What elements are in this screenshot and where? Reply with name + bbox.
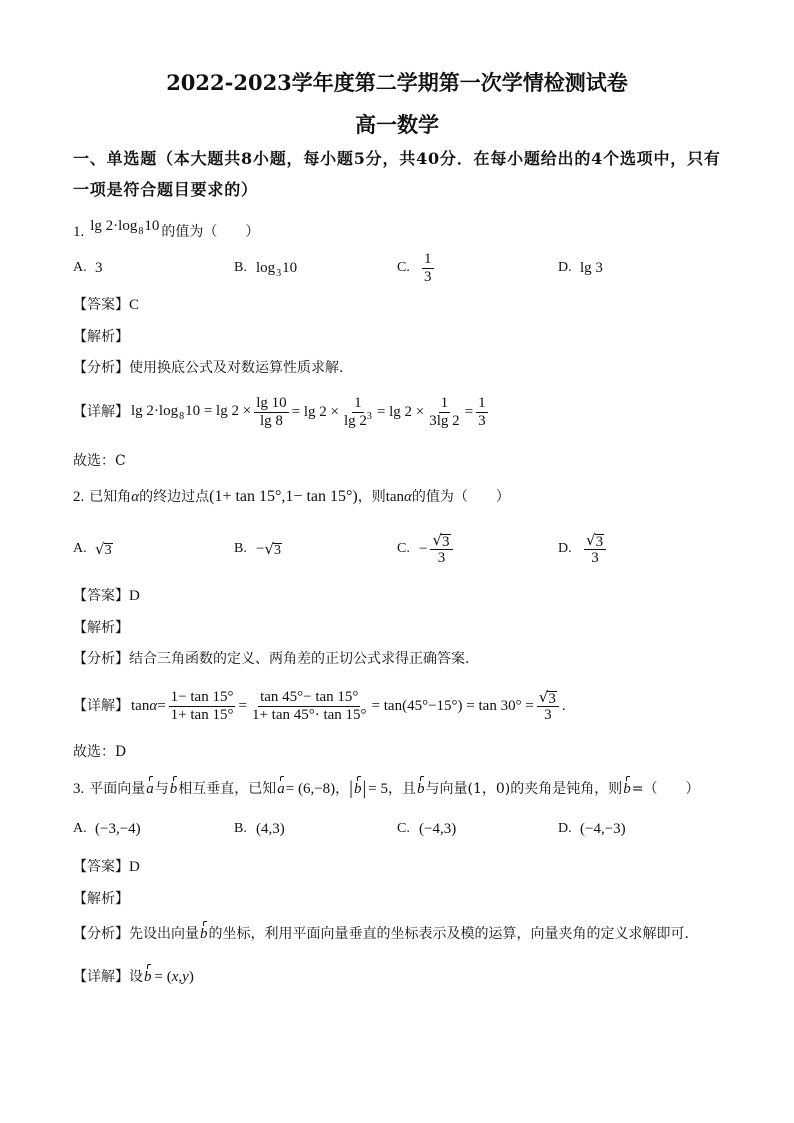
vector-letter: a bbox=[277, 781, 285, 797]
sqrt-symbol: √ bbox=[432, 530, 443, 549]
option-label: A. bbox=[73, 541, 87, 556]
expr-text: = lg 2 × bbox=[376, 403, 425, 420]
option-label: C. bbox=[397, 260, 410, 275]
fraction-denominator: 3lg 2 bbox=[429, 412, 460, 429]
option-c bbox=[397, 248, 437, 288]
option-label: A. bbox=[73, 260, 87, 275]
expr-text: = 5 bbox=[368, 781, 389, 797]
expr-text: = ( bbox=[154, 969, 172, 985]
vector-letter: b bbox=[417, 781, 425, 797]
expr-text: 10 = lg 2 × bbox=[185, 403, 252, 419]
expr-text: = (6,−8) bbox=[285, 781, 336, 797]
question-1-conclusion: 故选：C bbox=[73, 453, 126, 469]
sqrt-radicand: 3 bbox=[548, 690, 556, 707]
question-2-stem bbox=[73, 487, 510, 507]
option-value: (−4,3) bbox=[419, 820, 457, 837]
fenxi-text: 先设出向量 bbox=[129, 926, 199, 942]
question-3-stem bbox=[73, 779, 700, 799]
abs-bar: | bbox=[349, 778, 353, 799]
question-number: 1. bbox=[73, 224, 85, 240]
question-text: 与 bbox=[154, 781, 169, 797]
abs-bar: | bbox=[362, 778, 367, 799]
question-text: ， bbox=[335, 781, 350, 797]
vector-arrow-icon bbox=[420, 776, 424, 781]
vector-arrow-icon bbox=[626, 776, 630, 781]
question-text: =（ ） bbox=[631, 781, 700, 797]
expr-text: . bbox=[561, 697, 566, 714]
option-value: lg 3 bbox=[580, 259, 603, 276]
sqrt-symbol: √ bbox=[538, 687, 549, 706]
sqrt-symbol: √ bbox=[264, 539, 275, 558]
fraction-numerator: 1 bbox=[440, 394, 449, 411]
fraction-denominator: 3 bbox=[544, 706, 552, 723]
question-1-answer bbox=[73, 295, 139, 315]
option-value: (−3,−4) bbox=[95, 820, 141, 837]
question-1-fenxi bbox=[73, 358, 343, 378]
sqrt-expression bbox=[264, 541, 282, 558]
question-3-options bbox=[0, 809, 794, 849]
sqrt-expression bbox=[539, 689, 557, 706]
fraction-numerator bbox=[430, 532, 452, 550]
vector-b bbox=[144, 967, 152, 987]
question-text: 已知角 bbox=[89, 489, 132, 505]
vector-letter: b bbox=[144, 969, 152, 985]
exam-title: 2022-2023学年度第二学期第一次学情检测试卷 bbox=[166, 70, 628, 95]
section-heading-line-1: 一、单选题（本大题共8小题，每小题5分，共40分．在每小题给出的4个选项中，只有 bbox=[73, 149, 721, 168]
question-text: 的值为（ ） bbox=[411, 489, 510, 505]
vector-letter: b bbox=[623, 781, 631, 797]
minus-sign: − bbox=[256, 540, 265, 557]
vector-arrow-icon bbox=[203, 921, 207, 926]
var-y: y bbox=[182, 969, 189, 985]
vector-letter: a bbox=[146, 781, 154, 797]
sqrt-radicand: 3 bbox=[595, 533, 604, 550]
vector-arrow-icon bbox=[280, 776, 284, 781]
vector-arrow-icon bbox=[357, 776, 361, 781]
vector-b bbox=[200, 924, 208, 944]
option-label: B. bbox=[234, 260, 247, 275]
vector-b bbox=[623, 779, 631, 799]
option-label: C. bbox=[397, 821, 410, 836]
fraction-numerator: tan 45°− tan 15° bbox=[260, 688, 359, 705]
detail-label: 【详解】 bbox=[73, 403, 129, 420]
sqrt-expression bbox=[95, 541, 113, 558]
question-text: ，则 bbox=[357, 489, 386, 505]
expr-text: = bbox=[157, 697, 166, 714]
question-1-expression bbox=[90, 216, 159, 238]
question-3-detail bbox=[73, 967, 194, 987]
sqrt-radicand: 3 bbox=[274, 542, 282, 558]
option-c bbox=[397, 809, 456, 849]
expr-text: lg 2·log bbox=[90, 218, 138, 234]
option-value: 3 bbox=[95, 259, 103, 276]
vector-b bbox=[170, 779, 178, 799]
fenxi-label: 【分析】 bbox=[73, 651, 129, 667]
question-1-options bbox=[0, 248, 794, 288]
vector-a bbox=[146, 779, 154, 799]
detail-text: 设 bbox=[129, 969, 143, 985]
question-number: 2. bbox=[73, 489, 85, 505]
option-label: A. bbox=[73, 821, 87, 836]
option-value: (4,3) bbox=[256, 820, 285, 837]
vector-letter: b bbox=[353, 781, 362, 797]
question-2-conclusion: 故选：D bbox=[73, 744, 127, 760]
question-2-answer bbox=[73, 586, 140, 606]
option-value: (−4,−3) bbox=[580, 820, 626, 837]
option-d bbox=[558, 529, 609, 569]
fraction-denominator: 3 bbox=[437, 549, 446, 566]
option-fraction bbox=[430, 532, 452, 567]
expr-text: 10 bbox=[144, 218, 160, 234]
option-label: C. bbox=[397, 541, 410, 556]
fraction-denominator: lg 8 bbox=[259, 412, 283, 429]
fraction-numerator: 1 bbox=[424, 250, 432, 267]
answer-value: C bbox=[129, 297, 140, 313]
answer-value: D bbox=[129, 859, 140, 875]
fraction bbox=[476, 395, 488, 430]
vector-arrow-icon bbox=[149, 776, 153, 781]
option-label: B. bbox=[234, 541, 247, 556]
question-number: 3. bbox=[73, 781, 85, 797]
fraction bbox=[342, 395, 374, 430]
fraction-numerator: lg 10 bbox=[256, 394, 287, 411]
question-1-stem bbox=[73, 218, 260, 242]
option-fraction bbox=[422, 251, 434, 286]
alpha-symbol: α bbox=[149, 697, 158, 714]
expr-text: = lg 2 × bbox=[291, 403, 339, 420]
question-text: 平面向量 bbox=[89, 781, 146, 797]
sqrt-symbol: √ bbox=[95, 539, 105, 558]
question-3-analysis-heading bbox=[73, 889, 129, 909]
fraction-denominator: 3 bbox=[424, 268, 432, 285]
question-text: 的终边过点 bbox=[139, 489, 210, 505]
fraction-numerator bbox=[537, 689, 559, 707]
expr-text: log bbox=[256, 259, 276, 276]
expr-text: = tan(45°−15°) = tan 30° = bbox=[371, 697, 534, 714]
answer-label: 【答案】 bbox=[73, 859, 129, 875]
vector-b bbox=[417, 779, 425, 799]
answer-value: D bbox=[129, 588, 140, 604]
question-text: 与向量(1，0)的夹角是钝角，则 bbox=[425, 781, 623, 797]
question-3-fenxi bbox=[73, 924, 699, 944]
option-label: B. bbox=[234, 821, 247, 836]
fraction-denominator: 1+ tan 45°· tan 15° bbox=[251, 706, 367, 723]
sqrt-symbol: √ bbox=[586, 530, 596, 549]
expr-subscript: 8 bbox=[138, 226, 144, 237]
fraction-numerator: 1− tan 15° bbox=[170, 688, 234, 705]
expr-text: lg 2 bbox=[343, 412, 367, 429]
fenxi-label: 【分析】 bbox=[73, 360, 129, 376]
fenxi-text: 使用换底公式及对数运算性质求解. bbox=[129, 360, 344, 376]
vector-letter: b bbox=[200, 926, 208, 942]
option-label: D. bbox=[558, 260, 572, 275]
expr-text bbox=[131, 403, 251, 421]
option-b bbox=[234, 529, 282, 569]
fraction-denominator: 3 bbox=[478, 412, 486, 429]
vector-letter: b bbox=[169, 781, 178, 797]
fraction bbox=[537, 689, 559, 724]
option-value bbox=[256, 260, 297, 277]
question-1-detail bbox=[73, 392, 491, 432]
fenxi-text: 的坐标，利用平面向量垂直的坐标表示及模的运算，向量夹角的定义求解即可． bbox=[208, 926, 699, 942]
minus-sign: − bbox=[419, 540, 428, 557]
fraction-denominator: 3 bbox=[591, 549, 599, 566]
analysis-label: 【解析】 bbox=[73, 329, 129, 345]
vector-b bbox=[354, 779, 362, 799]
fraction-denominator: 1+ tan 15° bbox=[170, 706, 234, 723]
sqrt-expression bbox=[586, 532, 604, 549]
option-a bbox=[73, 529, 113, 569]
option-b bbox=[234, 809, 285, 849]
option-d bbox=[558, 809, 626, 849]
option-fraction bbox=[584, 532, 606, 567]
var-x: x bbox=[171, 969, 179, 985]
fraction bbox=[250, 689, 369, 724]
expr-text: ) bbox=[188, 969, 194, 985]
fenxi-text: 结合三角函数的定义、两角差的正切公式求得正确答案. bbox=[129, 651, 470, 667]
question-text: 相互垂直，已知 bbox=[178, 781, 277, 797]
option-label: D. bbox=[558, 821, 572, 836]
vector-arrow-icon bbox=[147, 964, 151, 969]
fenxi-label: 【分析】 bbox=[73, 926, 129, 942]
expr-subscript: 8 bbox=[179, 411, 185, 422]
fraction-numerator: 1 bbox=[354, 394, 362, 411]
detail-label: 【详解】 bbox=[73, 969, 129, 985]
vector-arrow-icon bbox=[173, 776, 177, 781]
section-heading-line-2: 一项是符合题目要求的） bbox=[73, 180, 258, 199]
sqrt-expression bbox=[432, 532, 450, 549]
sqrt-radicand: 3 bbox=[104, 542, 112, 558]
question-1-analysis-heading bbox=[73, 327, 129, 347]
alpha-symbol: α bbox=[131, 489, 140, 505]
answer-label: 【答案】 bbox=[73, 588, 129, 604]
fraction-numerator: 1 bbox=[478, 394, 486, 411]
expr-subscript: 3 bbox=[276, 267, 282, 279]
option-a bbox=[73, 248, 103, 288]
expr-superscript: 3 bbox=[366, 410, 372, 422]
expr-text: tan bbox=[385, 489, 405, 505]
expr-text: 10 bbox=[282, 259, 298, 276]
option-a bbox=[73, 809, 141, 849]
fraction bbox=[427, 395, 461, 430]
question-2-options bbox=[0, 529, 794, 569]
question-3-answer bbox=[73, 857, 140, 877]
question-2-detail bbox=[73, 686, 566, 726]
expr-text: tan bbox=[131, 697, 150, 714]
question-2-fenxi bbox=[73, 649, 469, 669]
option-d bbox=[558, 248, 603, 288]
option-c bbox=[397, 529, 456, 569]
expr-text: lg 2·log bbox=[131, 403, 179, 419]
option-label: D. bbox=[558, 541, 572, 556]
vector-a bbox=[277, 779, 285, 799]
analysis-label: 【解析】 bbox=[73, 891, 129, 907]
answer-label: 【答案】 bbox=[73, 297, 129, 313]
expr-text: = bbox=[238, 697, 247, 714]
alpha-symbol: α bbox=[404, 489, 412, 505]
analysis-label: 【解析】 bbox=[73, 620, 129, 636]
fraction-denominator bbox=[342, 410, 374, 430]
detail-label: 【详解】 bbox=[73, 697, 129, 714]
fraction-numerator bbox=[584, 532, 606, 550]
question-text: ，且 bbox=[388, 781, 417, 797]
question-text: 的值为（ ） bbox=[161, 224, 260, 240]
expr-text: , bbox=[178, 969, 183, 985]
question-2-analysis-heading bbox=[73, 618, 129, 638]
fraction bbox=[169, 689, 236, 724]
point-expression: (1+ tan 15°,1− tan 15°) bbox=[209, 488, 358, 505]
exam-subtitle: 高一数学 bbox=[355, 112, 439, 137]
expr-text: = bbox=[464, 403, 474, 420]
sqrt-radicand: 3 bbox=[442, 533, 450, 550]
option-b bbox=[234, 248, 297, 288]
fraction bbox=[254, 395, 288, 430]
